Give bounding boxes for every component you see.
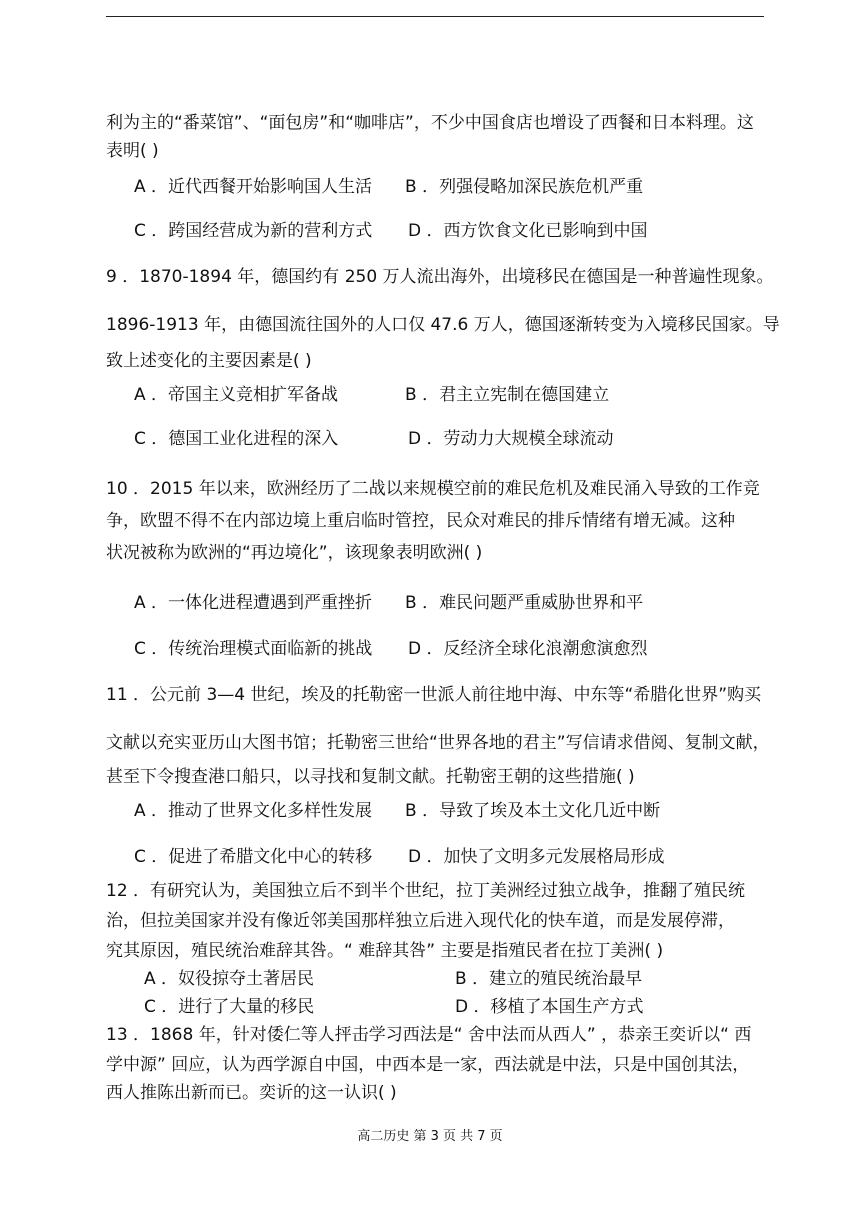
question-11-option-c: C ．促进了希腊文化中心的转移 [134,847,373,867]
question-10-option-b: B ．难民问题严重威胁世界和平 [405,593,644,613]
question-10-option-c: C ．传统治理模式面临新的挑战 [134,639,373,659]
question-9-option-d: D ．劳动力大规模全球流动 [408,429,614,449]
question-12-text-line-2: 治，但拉美国家并没有像近邻美国那样独立后进入现代化的快车道，而是发展停滞， [106,911,735,931]
question-9-option-b: B ．君主立宪制在德国建立 [405,385,610,405]
question-9-text-line-2: 1896-1913 年，由德国流往国外的人口仅 47.6 万人，德国逐渐转变为入境移民国家。导 [106,315,780,335]
question-12-option-d: D ．移植了本国生产方式 [455,997,644,1017]
question-9-text-line-1: 9 ．1870-1894 年，德国约有 250 万人流出海外，出境移民在德国是一种普遍性现象。 [106,267,774,287]
question-12-option-b: B ．建立的殖民统治最早 [455,969,643,989]
header-rule [106,16,764,17]
page-footer: 高二历史 第 3 页 共 7 页 [357,1129,503,1144]
question-11-option-b: B ．导致了埃及本土文化几近中断 [405,801,661,821]
question-10-text-line-2: 争，欧盟不得不在内部边境上重启临时管控，民众对难民的排斥情绪有增无减。这种 [106,511,735,531]
question-10-option-a: A ．一体化进程遭遇到严重挫折 [134,593,373,613]
question-13-text-line-2: 学中源” 回应，认为西学源自中国，中西本是一家，西法就是中法，只是中国创其法， [106,1055,750,1075]
question-11-option-d: D ．加快了文明多元发展格局形成 [408,847,665,867]
question-11-text-line-2: 文献以充实亚历山大图书馆；托勒密三世给“世界各地的君主”写信请求借阅、复制文献， [106,733,770,753]
question-11-text-line-3: 甚至下令搜查港口船只，以寻找和复制文献。托勒密王朝的这些措施( ) [106,767,635,787]
question-8-option-a: A ．近代西餐开始影响国人生活 [134,177,373,197]
question-13-text-line-1: 13 ．1868 年，针对倭仁等人抨击学习西法是“ 舍中法而从西人” ，恭亲王奕䜣以“ 西 [106,1025,752,1045]
question-10-text-line-3: 状况被称为欧洲的“再边境化”，该现象表明欧洲( ) [106,543,483,563]
question-8-text-line-1: 利为主的“番菜馆”、“面包房”和“咖啡店”，不少中国食店也增设了西餐和日本料理。这 [106,113,754,133]
question-8-option-c: C ．跨国经营成为新的营利方式 [134,221,373,241]
question-12-option-c: C ．进行了大量的移民 [144,997,315,1017]
question-12-text-line-3: 究其原因，殖民统治难辞其咎。“ 难辞其咎” 主要是指殖民者在拉丁美洲( ) [106,941,664,961]
question-8-option-b: B ．列强侵略加深民族危机严重 [405,177,644,197]
question-13-text-line-3: 西人推陈出新而已。奕䜣的这一认识( ) [106,1083,397,1103]
question-12-option-a: A ．奴役掠夺土著居民 [144,969,315,989]
question-12-text-line-1: 12 ．有研究认为，美国独立后不到半个世纪，拉丁美洲经过独立战争，推翻了殖民统 [106,881,746,901]
question-10-text-line-1: 10 ．2015 年以来，欧洲经历了二战以来规模空前的难民危机及难民涌入导致的工作竞 [106,479,760,499]
question-11-option-a: A ．推动了世界文化多样性发展 [134,801,373,821]
question-11-text-line-1: 11 ．公元前 3—4 世纪，埃及的托勒密一世派人前往地中海、中东等“希腊化世界”购买 [106,685,762,705]
question-9-option-a: A ．帝国主义竞相扩军备战 [134,385,339,405]
question-9-option-c: C ．德国工业化进程的深入 [134,429,339,449]
question-9-text-line-3: 致上述变化的主要因素是( ) [106,351,312,371]
question-8-option-d: D ．西方饮食文化已影响到中国 [408,221,648,241]
question-8-text-line-2: 表明( ) [106,141,159,161]
question-10-option-d: D ．反经济全球化浪潮愈演愈烈 [408,639,648,659]
